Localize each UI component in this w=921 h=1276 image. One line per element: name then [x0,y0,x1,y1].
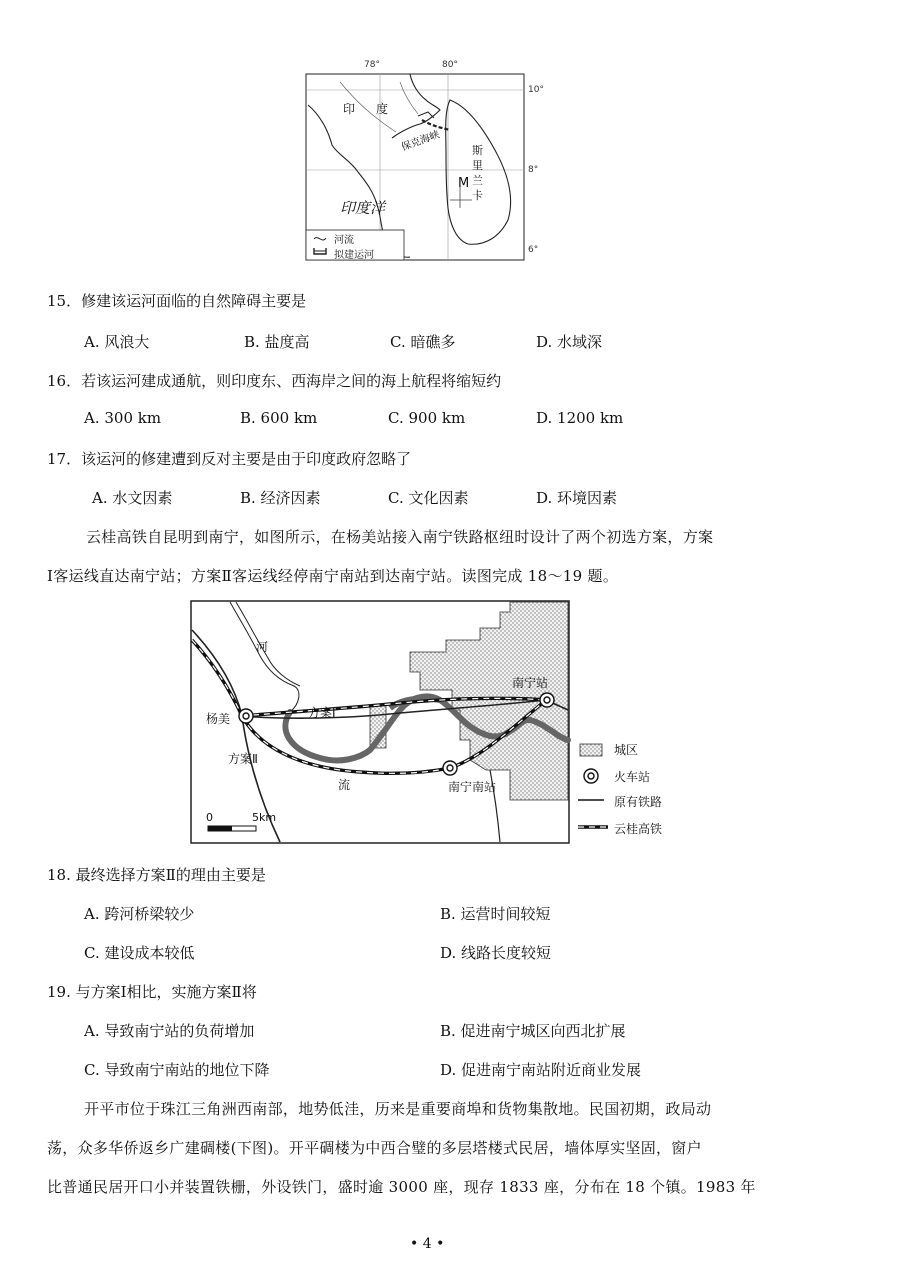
question-17-stem: 17．该运河的修建遭到反对主要是由于印度政府忽略了 [47,450,412,468]
q18-option-c: C. 建设成本较低 [84,944,195,962]
legend-station-label: 火车站 [614,770,651,784]
q15-option-c: C. 暗礁多 [390,333,456,351]
q15-option-a: A. 风浪大 [84,333,150,351]
q19-option-a: A. 导致南宁站的负荷增加 [84,1022,255,1040]
indian-ocean-label: 印度洋 [340,199,386,217]
intro-18-19-line-1: 云桂高铁自昆明到南宁，如图所示，在杨美站接入南宁铁路枢纽时设计了两个初选方案，方案 [86,528,714,546]
lon-80-label: 80° [442,60,458,70]
india-label-1: 印 [343,102,356,116]
q16-option-d: D. 1200 km [536,409,624,427]
legend-river-label: 河流 [334,235,354,246]
kaiping-line-2: 荡，众多华侨返乡广建碉楼(下图)。开平碉楼为中西合璧的多层塔楼式民居，墙体厚实坚固，窗户 [47,1139,702,1157]
nanning-station-label: 南宁站 [512,676,549,690]
railway-map-svg [190,600,672,844]
yangmei-label: 杨美 [206,712,231,726]
question-15-stem: 15．修建该运河面临的自然障碍主要是 [47,292,307,310]
q16-option-b: B. 600 km [240,409,318,427]
q19-option-d: D. 促进南宁南站附近商业发展 [440,1061,642,1079]
q19-option-b: B. 促进南宁城区向西北扩展 [440,1022,626,1040]
page-number: • 4 • [410,1236,445,1252]
river-label-bottom: 流 [338,778,351,792]
q18-option-b: B. 运营时间较短 [440,905,551,923]
q17-option-c: C. 文化因素 [388,489,469,507]
plan-1-label: 方案Ⅰ [308,706,336,720]
scale-zero-label: 0 [206,811,213,824]
question-18-stem: 18. 最终选择方案Ⅱ的理由主要是 [47,866,266,884]
srilanka-label-4: 卡 [472,189,483,202]
kaiping-line-3: 比普通民居开口小并装置铁栅，外设铁门，盛时逾 3000 座，现存 1833 座，分布在 18 个镇。1983 年 [47,1178,756,1196]
q19-option-c: C. 导致南宁南站的地位下降 [84,1061,270,1079]
nanning-south-label: 南宁南站 [448,780,497,794]
q16-option-a: A. 300 km [84,409,162,427]
q17-option-d: D. 环境因素 [536,489,618,507]
q16-option-c: C. 900 km [388,409,466,427]
legend-hsr-label: 云桂高铁 [614,822,663,836]
legend-urban-label: 城区 [614,743,639,757]
station-yangmei-icon [239,709,253,723]
strait-label: 保克海峡 [400,129,442,154]
kaiping-line-1: 开平市位于珠江三角洲西南部，地势低洼，历来是重要商埠和货物集散地。民国初期，政局动 [84,1100,712,1118]
legend-urban-swatch [580,744,602,756]
srilanka-label-1: 斯 [472,144,483,157]
question-16-stem: 16．若该运河建成通航，则印度东、西海岸之间的海上航程将缩短约 [47,372,502,390]
station-nanning-icon [540,693,554,707]
india-label-2: 度 [376,102,389,116]
scale-bar [208,826,256,831]
scale-5km-label: 5km [252,811,277,824]
srilanka-label-3: 兰 [472,174,483,187]
q18-option-d: D. 线路长度较短 [440,944,552,962]
legend-old-rail-label: 原有铁路 [614,795,663,809]
railway-map [190,600,672,844]
q17-option-b: B. 经济因素 [240,489,321,507]
q15-option-b: B. 盐度高 [244,333,310,351]
lat-6-label: 6° [528,245,539,255]
canal-map [300,60,545,265]
legend-station-icon [584,769,598,783]
q15-option-d: D. 水域深 [536,333,603,351]
q18-option-a: A. 跨河桥梁较少 [84,905,195,923]
lon-78-label: 78° [364,60,380,70]
question-19-stem: 19. 与方案Ⅰ相比，实施方案Ⅱ将 [47,983,257,1001]
legend-canal-label: 拟建运河 [334,250,374,261]
station-nanning-south-icon [443,761,457,775]
river-label-top: 河 [256,640,269,654]
srilanka-label-2: 里 [472,159,483,172]
intro-18-19-line-2: Ⅰ客运线直达南宁站；方案Ⅱ客运线经停南宁南站到达南宁站。读图完成 18～19 题。 [47,567,619,585]
lat-8-label: 8° [528,165,539,175]
lat-10-label: 10° [528,85,544,95]
q17-option-a: A. 水文因素 [92,489,173,507]
plan-2-label: 方案Ⅱ [228,752,258,766]
m-marker-label: M [458,176,470,191]
